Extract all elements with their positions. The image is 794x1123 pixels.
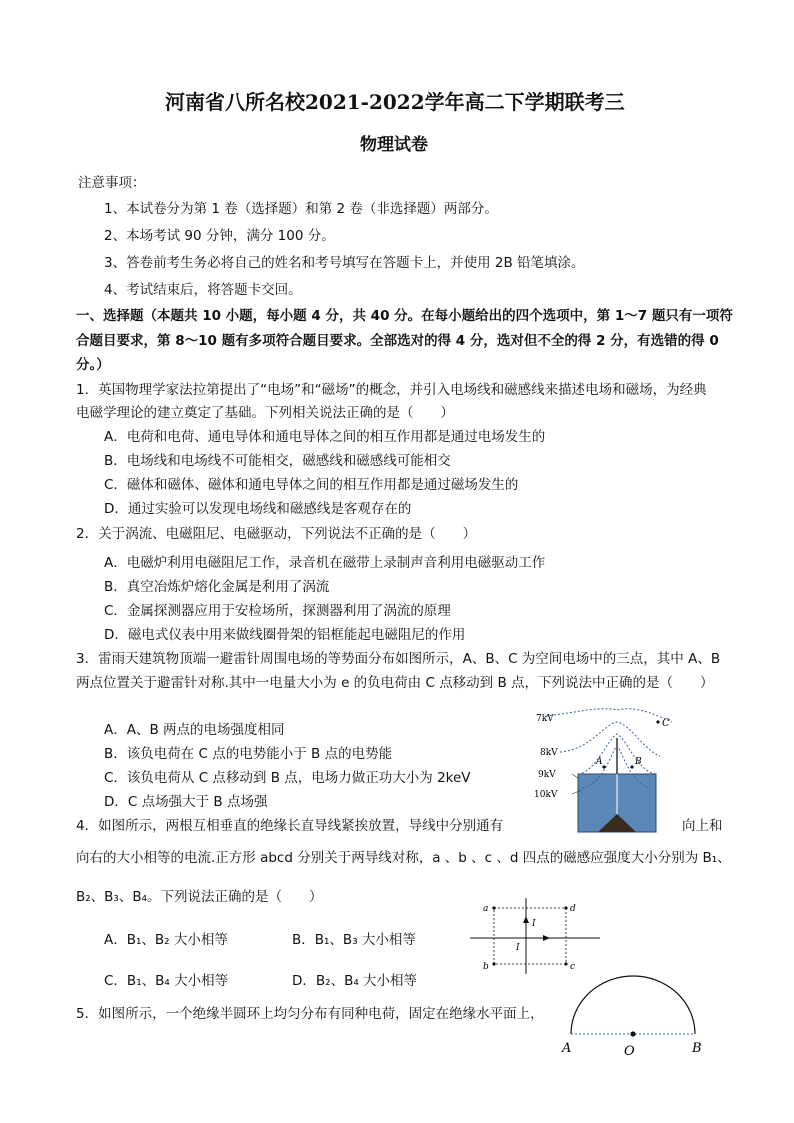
option: C．磁体和磁体、磁体和通电导体之间的相互作用都是通过磁场发生的 xyxy=(104,477,519,493)
figure-point: B xyxy=(635,757,642,767)
option: C．金属探测器应用于安检场所，探测器利用了涡流的原理 xyxy=(104,603,451,619)
option: B．该负电荷在 C 点的电势能小于 B 点的电势能 xyxy=(104,746,393,762)
figure-label: 10kV xyxy=(534,790,558,800)
question-stem: 4．如图所示，两根互相垂直的绝缘长直导线紧挨放置，导线中分别通有 xyxy=(76,818,504,834)
section-instructions: 一、选择题（本题共 10 小题，每小题 4 分，共 40 分。在每小题给出的四个选项中，第 1～7 题只有一项符 xyxy=(76,308,733,324)
figure-point: A xyxy=(596,757,603,767)
notes-heading: 注意事项： xyxy=(78,175,146,191)
semicircle-ring-figure xyxy=(558,972,718,1062)
question-stem: 两点位置关于避雷针对称.其中一电量大小为 e 的负电荷由 C 点移动到 B 点，下列说法中正确的是（ ） xyxy=(76,675,714,691)
option: A．A、B 两点的电场强度相同 xyxy=(104,722,285,738)
option: A．B₁、B₂ 大小相等 xyxy=(104,932,228,948)
question-stem: 向上和 xyxy=(682,818,723,834)
question-stem: 2．关于涡流、电磁阻尼、电磁驱动，下列说法不正确的是（ ） xyxy=(76,526,477,542)
figure-point: O xyxy=(624,1044,635,1059)
option: B．电场线和电场线不可能相交，磁感线和磁感线可能相交 xyxy=(104,453,451,469)
figure-point: A xyxy=(562,1041,572,1056)
option: D．磁电式仪表中用来做线圈骨架的铝框能起电磁阻尼的作用 xyxy=(104,627,466,643)
notes-item: 3、答卷前考生务必将自己的姓名和考号填写在答题卡上，并使用 2B 铅笔填涂。 xyxy=(104,255,585,271)
figure-point: c xyxy=(570,962,576,972)
figure-point: B xyxy=(692,1041,702,1056)
page-title: 河南省八所名校2021-2022学年高二下学期联考三 xyxy=(165,90,625,114)
option: A．电荷和电荷、通电导体和通电导体之间的相互作用都是通过电场发生的 xyxy=(104,429,546,445)
section-instructions: 分。） xyxy=(76,357,110,373)
section-instructions: 合题目要求，第 8～10 题有多项符合题目要求。全部选对的得 4 分，选对但不全的得 2 分，有选错的得 0 xyxy=(76,333,719,349)
option: C．该负电荷从 C 点移动到 B 点，电场力做正功大小为 2keV xyxy=(104,770,471,786)
lightning-rod-equipotential-figure xyxy=(520,698,690,836)
figure-label: 8kV xyxy=(540,748,558,758)
option: B．B₁、B₃ 大小相等 xyxy=(292,932,416,948)
figure-current-label: I xyxy=(532,919,536,929)
question-stem: 1．英国物理学家法拉第提出了“电场”和“磁场”的概念，并引入电场线和磁感线来描述电场和磁场，为经典 xyxy=(76,382,707,398)
question-stem: 电磁学理论的建立奠定了基础。下列相关说法正确的是（ ） xyxy=(76,405,454,421)
figure-current-label: I xyxy=(516,943,520,953)
question-stem: B₂、B₃、B₄。下列说法正确的是（ ） xyxy=(76,889,323,905)
option: B．真空冶炼炉熔化金属是利用了涡流 xyxy=(104,579,330,595)
notes-item: 4、考试结束后，将答题卡交回。 xyxy=(104,282,302,298)
figure-point: a xyxy=(483,904,489,914)
figure-label: 9kV xyxy=(538,770,556,780)
figure-point: b xyxy=(483,962,489,972)
option: D．B₂、B₄ 大小相等 xyxy=(292,973,418,989)
option: A．电磁炉利用电磁阻尼工作，录音机在磁带上录制声音利用电磁驱动工作 xyxy=(104,555,546,571)
notes-item: 1、本试卷分为第 1 卷（选择题）和第 2 卷（非选择题）两部分。 xyxy=(104,201,498,217)
option: C．B₁、B₄ 大小相等 xyxy=(104,973,229,989)
page-subtitle: 物理试卷 xyxy=(360,135,428,155)
question-stem: 5．如图所示，一个绝缘半圆环上均匀分布有同种电荷，固定在绝缘水平面上， xyxy=(76,1006,544,1022)
figure-label: 7kV xyxy=(536,714,554,724)
option: D．通过实验可以发现电场线和磁感线是客观存在的 xyxy=(104,501,412,517)
option: D．C 点场强大于 B 点场强 xyxy=(104,794,268,810)
question-stem: 向右的大小相等的电流.正方形 abcd 分别关于两导线对称，a 、b 、c 、d 四点的磁感应强度大小分别为 B₁、 xyxy=(76,850,731,866)
figure-point: C xyxy=(662,718,670,729)
figure-point: d xyxy=(570,904,576,914)
crossed-wires-figure xyxy=(466,894,606,976)
notes-item: 2、本场考试 90 分钟，满分 100 分。 xyxy=(104,228,335,244)
question-stem: 3．雷雨天建筑物顶端一避雷针周围电场的等势面分布如图所示，A、B、C 为空间电场中的三点，其中 A、B xyxy=(76,651,721,667)
